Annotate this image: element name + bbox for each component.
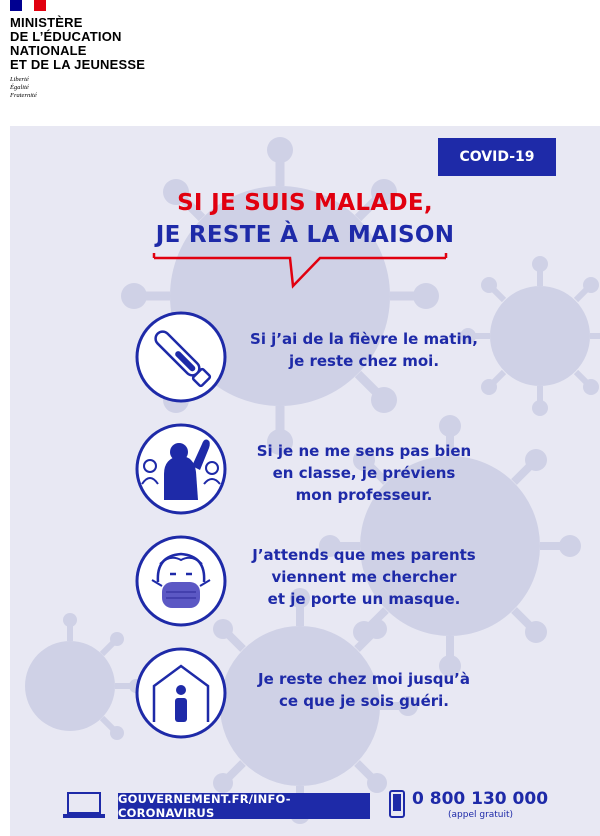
step-text-line: Si j’ai de la fièvre le matin, <box>250 330 478 348</box>
thermometer-icon <box>134 310 228 404</box>
title-line-blue: JE RESTE À LA MAISON <box>155 222 455 248</box>
step-stay-home <box>134 646 600 746</box>
step-text-line: et je porte un masque. <box>267 590 461 608</box>
ministry-line: DE L’ÉDUCATION <box>10 29 122 44</box>
step-fever <box>134 310 600 410</box>
ministry-header <box>0 0 600 122</box>
poster <box>10 126 600 836</box>
step-tell-teacher <box>134 422 600 522</box>
republic-motto <box>10 76 37 100</box>
ministry-name <box>10 16 145 72</box>
step-text <box>234 668 494 712</box>
contact-footer <box>10 786 600 836</box>
raised-hand-student-icon <box>134 422 228 516</box>
title-line-red: SI JE SUIS MALADE, <box>177 190 433 216</box>
step-text-line: en classe, je préviens <box>272 464 456 482</box>
ministry-line: NATIONALE <box>10 43 87 58</box>
motto-line: Égalité <box>10 84 29 91</box>
ministry-line: ET DE LA JEUNESSE <box>10 57 146 72</box>
phone-note: (appel gratuit) <box>448 810 514 820</box>
child-at-home-icon <box>134 646 228 740</box>
step-text <box>234 328 494 372</box>
step-text <box>234 440 494 506</box>
phone-number[interactable]: 0 800 130 000 <box>412 789 549 809</box>
step-text-line: viennent me chercher <box>271 568 457 586</box>
masked-child-icon <box>134 534 228 628</box>
step-text-line: je reste chez moi. <box>288 352 440 370</box>
covid-badge: COVID-19 <box>438 138 556 176</box>
step-wear-mask <box>134 534 600 634</box>
laptop-icon <box>62 790 106 820</box>
step-text-line: ce que je sois guéri. <box>279 692 449 710</box>
step-text-line: mon professeur. <box>295 486 433 504</box>
step-text-line: Je reste chez moi jusqu’à <box>257 670 471 688</box>
step-text-line: Si je ne me sens pas bien <box>256 442 472 460</box>
virus-shape <box>25 613 143 740</box>
motto-line: Fraternité <box>10 92 37 99</box>
phone-icon <box>388 790 406 818</box>
step-text <box>234 544 494 610</box>
ministry-line: MINISTÈRE <box>10 15 83 30</box>
info-url-link[interactable]: GOUVERNEMENT.FR/INFO-CORONAVIRUS <box>118 793 370 819</box>
french-flag-logo <box>10 0 46 11</box>
motto-line: Liberté <box>10 76 29 83</box>
speech-bubble-outline <box>10 126 600 306</box>
step-text-line: J’attends que mes parents <box>252 546 476 564</box>
